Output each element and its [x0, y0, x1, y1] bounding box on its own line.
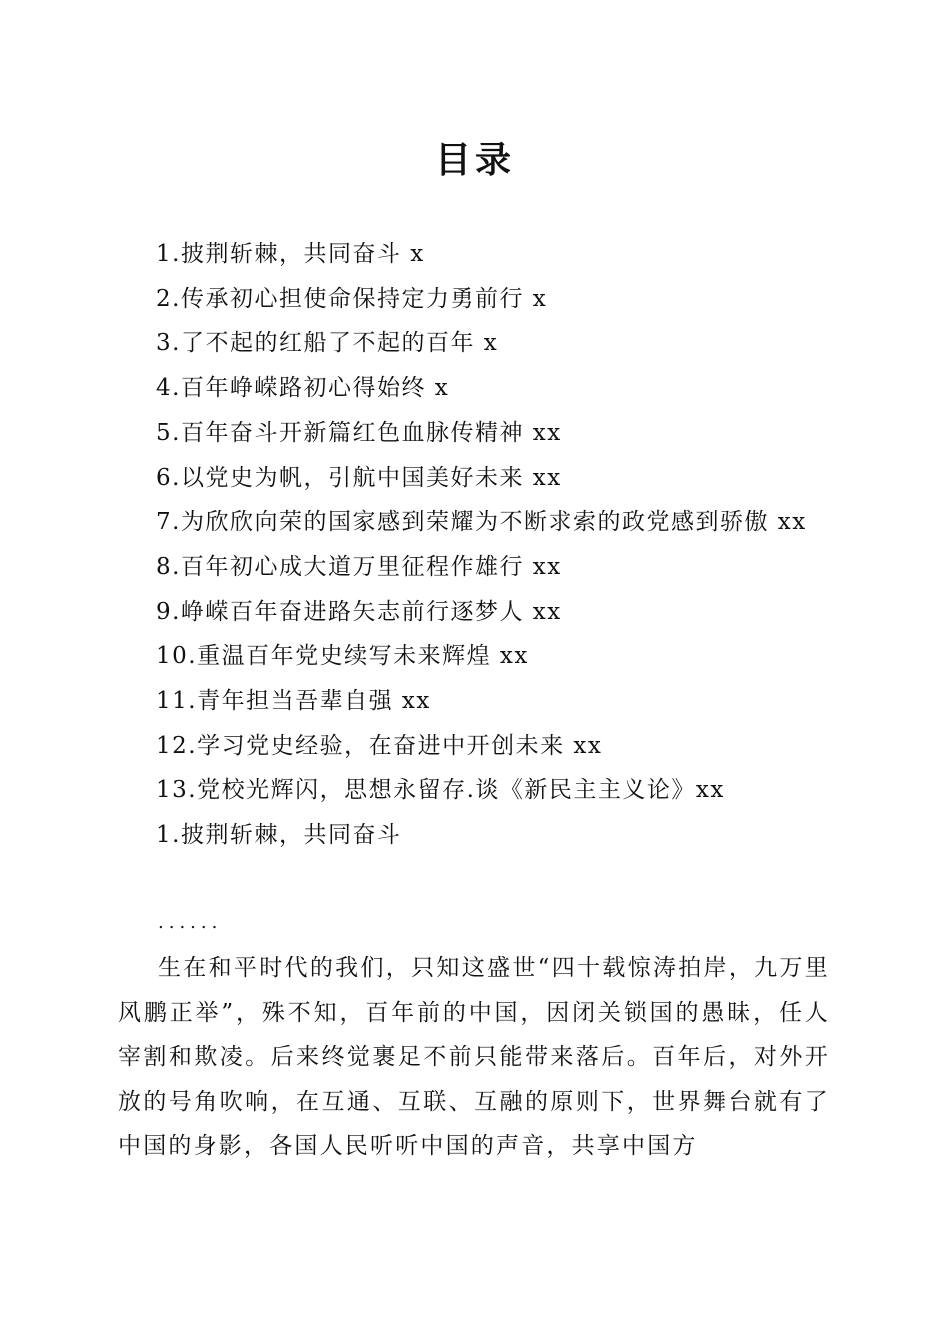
toc-item-4: 4.百年峥嵘路初心得始终 x — [156, 375, 450, 402]
toc-item-11: 11.青年担当吾辈自强 xx — [156, 688, 431, 715]
toc-item-3: 3.了不起的红船了不起的百年 x — [156, 330, 499, 357]
toc-item-10: 10.重温百年党史续写未来辉煌 xx — [156, 643, 529, 670]
toc-item-8: 8.百年初心成大道万里征程作雄行 xx — [156, 553, 562, 580]
toc-item-9: 9.峥嵘百年奋进路矢志前行逐梦人 xx — [156, 598, 562, 625]
table-of-contents — [118, 232, 838, 858]
toc-item-1: 1.披荆斩棘，共同奋斗 x — [156, 241, 425, 267]
toc-item-7: 7.为欣欣向荣的国家感到荣耀为不断求索的政党感到骄傲 xx — [156, 509, 807, 536]
page-title: 目录 — [434, 139, 515, 181]
toc-item-5: 5.百年奋斗开新篇红色血脉传精神 xx — [156, 419, 562, 446]
toc-item-13: 13.党校光辉闪，思想永留存.谈《新民主主义论》xx — [156, 777, 725, 804]
body-paragraph: 生在和平时代的我们，只知这盛世“四十载惊涛拍岸，九万里风鹏正举”，殊不知，百年前的中国，因闭关锁国的愚昧，任人宰割和欺凌。后来终觉裹足不前只能带来落后。百年后，对外开放的号角吹响，在互通、互联、互融的原则下，世界舞台就有了中国的身影，各国人民听听中国的声音，共享中国方 — [118, 955, 830, 1160]
section-heading: 1.披荆斩棘，共同奋斗 — [156, 822, 402, 849]
ellipsis-marker: ...... — [158, 912, 223, 933]
toc-item-6: 6.以党史为帆，引航中国美好未来 xx — [156, 464, 562, 491]
toc-item-2: 2.传承初心担使命保持定力勇前行 x — [156, 285, 548, 312]
toc-item-12: 12.学习党史经验，在奋进中开创未来 xx — [156, 732, 603, 759]
